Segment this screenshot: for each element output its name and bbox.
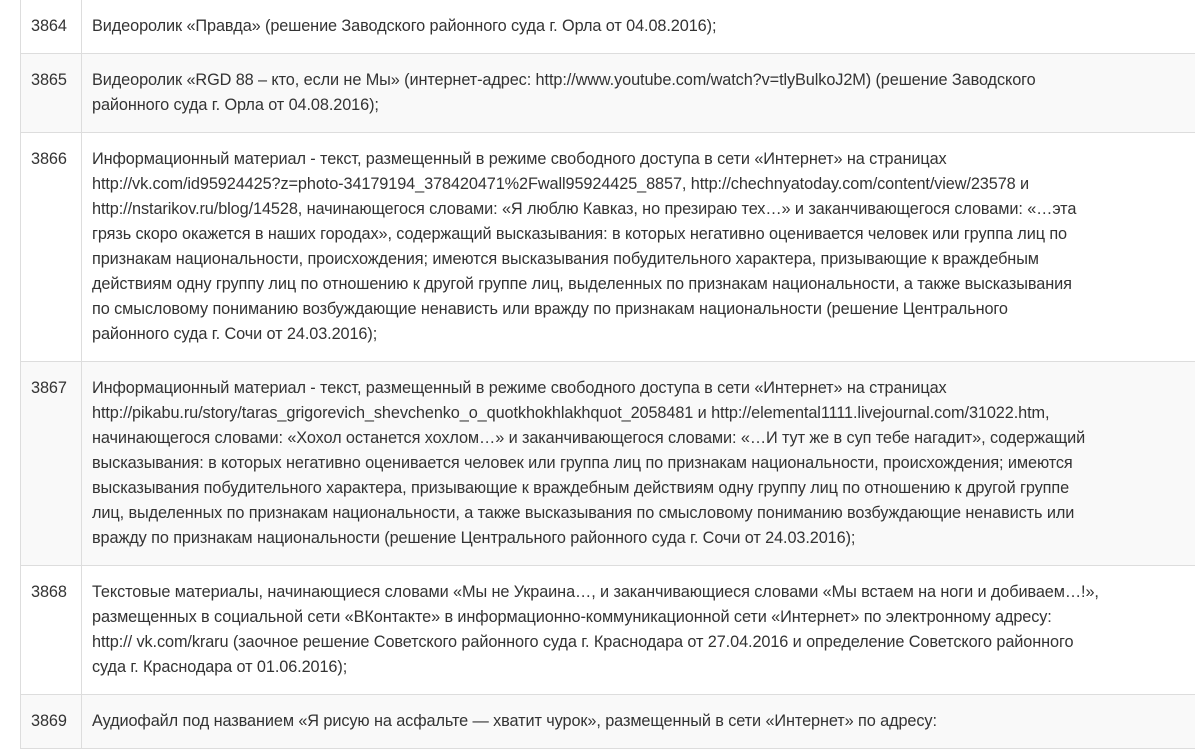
description-line: размещенных в социальной сети «ВКонтакте» в информационно-коммуникационной сети «Интернет» по электронному адресу: <box>92 605 1195 630</box>
row-description <box>82 133 1195 362</box>
row-description <box>82 695 1195 749</box>
table-row <box>21 362 1195 566</box>
extremist-materials-table <box>20 0 1195 749</box>
extremist-materials-table-container <box>20 0 1195 749</box>
table-row <box>21 133 1195 362</box>
row-number: 3867 <box>21 362 82 566</box>
description-line: Аудиофайл под названием «Я рисую на асфальте — хватит чурок», размещенный в сети «Интернет» по адресу: <box>92 709 1195 734</box>
description-line: http:// vk.com/kraru (заочное решение Советского районного суда г. Краснодара от 27.04.2016 и определение Советского районного <box>92 630 1195 655</box>
description-line: по смысловому пониманию возбуждающие ненависть или вражду по признакам национальности (решение Центрального <box>92 297 1195 322</box>
row-number: 3868 <box>21 566 82 695</box>
table-body <box>21 0 1195 749</box>
description-line: Видеоролик «RGD 88 – кто, если не Мы» (интернет-адрес: http://www.youtube.com/watch?v=tlyBulkoJ2M) (решение Заводского <box>92 68 1195 93</box>
description-line: лиц, выделенных по признакам национальности, а также высказывания по смысловому пониманию возбуждающие ненависть или <box>92 501 1195 526</box>
row-description <box>82 54 1195 133</box>
description-line: http://vk.com/id95924425?z=photo-34179194_378420471%2Fwall95924425_8857, http://chechnyatoday.com/content/view/23578 и <box>92 172 1195 197</box>
row-number: 3864 <box>21 0 82 54</box>
table-row <box>21 695 1195 749</box>
description-line: http://nstarikov.ru/blog/14528, начинающегося словами: «Я люблю Кавказ, но презираю тех…» и заканчивающегося словами: «…эта <box>92 197 1195 222</box>
description-line: начинающегося словами: «Хохол останется хохлом…» и заканчивающегося словами: «…И тут же в суп тебе нагадит», содержащий <box>92 426 1195 451</box>
row-number: 3866 <box>21 133 82 362</box>
description-line: районного суда г. Сочи от 24.03.2016); <box>92 322 1195 347</box>
description-line: высказывания побудительного характера, призывающие к враждебным действиям одну группу лиц по отношению к другой группе <box>92 476 1195 501</box>
row-number: 3865 <box>21 54 82 133</box>
table-row <box>21 0 1195 54</box>
description-line: действиям одну группу лиц по отношению к другой группе лиц, выделенных по признакам национальности, а также высказывания <box>92 272 1195 297</box>
description-line: грязь скоро окажется в наших городах», содержащий высказывания: в которых негативно оценивается человек или группа лиц по <box>92 222 1195 247</box>
description-line: вражду по признакам национальности (решение Центрального районного суда г. Сочи от 24.03.2016); <box>92 526 1195 551</box>
description-line: Информационный материал - текст, размещенный в режиме свободного доступа в сети «Интернет» на страницах <box>92 147 1195 172</box>
table-row <box>21 566 1195 695</box>
description-line: Текстовые материалы, начинающиеся словами «Мы не Украина…, и заканчивающиеся словами «Мы встаем на ноги и добиваем…!», <box>92 580 1195 605</box>
description-line: Информационный материал - текст, размещенный в режиме свободного доступа в сети «Интернет» на страницах <box>92 376 1195 401</box>
description-line: Видеоролик «Правда» (решение Заводского районного суда г. Орла от 04.08.2016); <box>92 14 1195 39</box>
table-row <box>21 54 1195 133</box>
description-line: суда г. Краснодара от 01.06.2016); <box>92 655 1195 680</box>
description-line: http://pikabu.ru/story/taras_grigorevich_shevchenko_o_quotkhokhlakhquot_2058481 и http://elemental1111.livejournal.com/31022.htm, <box>92 401 1195 426</box>
row-number: 3869 <box>21 695 82 749</box>
description-line: районного суда г. Орла от 04.08.2016); <box>92 93 1195 118</box>
row-description <box>82 566 1195 695</box>
row-description <box>82 362 1195 566</box>
description-line: высказывания: в которых негативно оценивается человек или группа лиц по признакам национальности, происхождения; имеются <box>92 451 1195 476</box>
description-line: признакам национальности, происхождения; имеются высказывания побудительного характера, призывающие к враждебным <box>92 247 1195 272</box>
row-description <box>82 0 1195 54</box>
